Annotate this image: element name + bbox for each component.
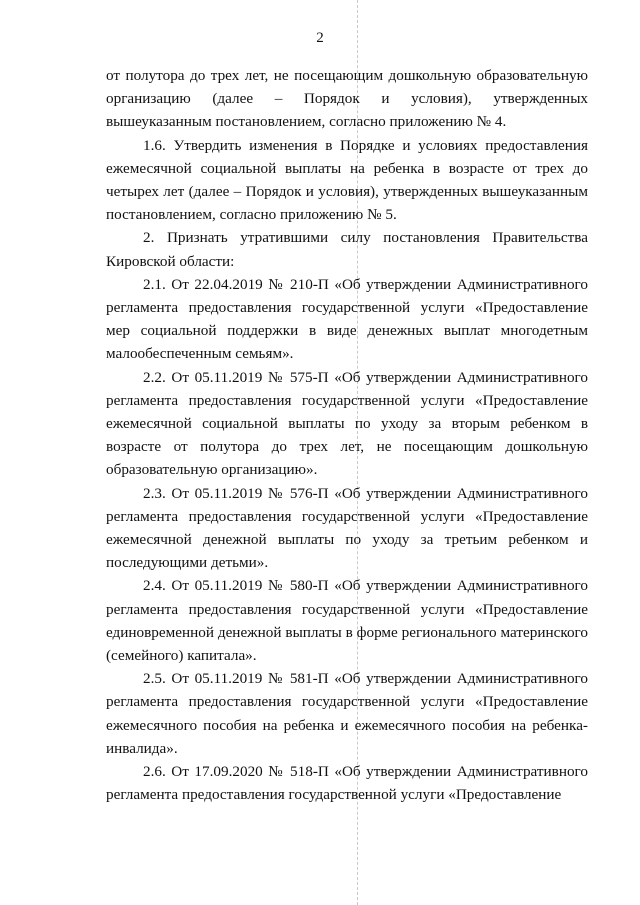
paragraph-2-4: 2.4. От 05.11.2019 № 580-П «Об утверждении Административного регламента предоставления государственной услуги «Предоставление единовременной денежной выплаты в форме регионального материнского (семейного) капитала». bbox=[106, 577, 588, 665]
paragraph-2-3: 2.3. От 05.11.2019 № 576-П «Об утверждении Административного регламента предоставления государственной услуги «Предоставление ежемесячной денежной выплаты по уходу за третьим ребенком и последующими детьми». bbox=[106, 484, 588, 572]
paragraph-2: 2. Признать утратившими силу постановления Правительства Кировской области: bbox=[106, 229, 588, 270]
page-number: 2 bbox=[316, 30, 324, 46]
paragraph-1-6: 1.6. Утвердить изменения в Порядке и условиях предоставления ежемесячной социальной выплаты на ребенка в возрасте от трех до четырех лет (далее – Порядок и условия), утвержденных вышеуказанным постановлением, согласно приложению № 5. bbox=[106, 136, 588, 224]
document-body bbox=[106, 64, 588, 807]
paragraph-2-2: 2.2. От 05.11.2019 № 575-П «Об утверждении Административного регламента предоставления государственной услуги «Предоставление ежемесячной социальной выплаты по уходу за вторым ребенком в возрасте от полутора до трех лет, не посещающим дошкольную образовательную организацию». bbox=[106, 368, 588, 479]
paragraph-2-6: 2.6. От 17.09.2020 № 518-П «Об утверждении Административного регламента предоставления государственной услуги «Предоставление bbox=[106, 763, 588, 804]
paragraph-2-5: 2.5. От 05.11.2019 № 581-П «Об утверждении Административного регламента предоставления государственной услуги «Предоставление ежемесячного пособия на ребенка и ежемесячного пособия на ребенка-инвалида». bbox=[106, 670, 588, 757]
paragraph-continuation: от полутора до трех лет, не посещающим дошкольную образовательную организацию (далее – Порядок и условия), утвержденных вышеуказанным постановлением, согласно приложению № 4. bbox=[106, 67, 588, 131]
paragraph-2-1: 2.1. От 22.04.2019 № 210-П «Об утверждении Административного регламента предоставления государственной услуги «Предоставление мер социальной поддержки в виде денежных выплат многодетным малообеспеченным семьям». bbox=[106, 275, 588, 363]
